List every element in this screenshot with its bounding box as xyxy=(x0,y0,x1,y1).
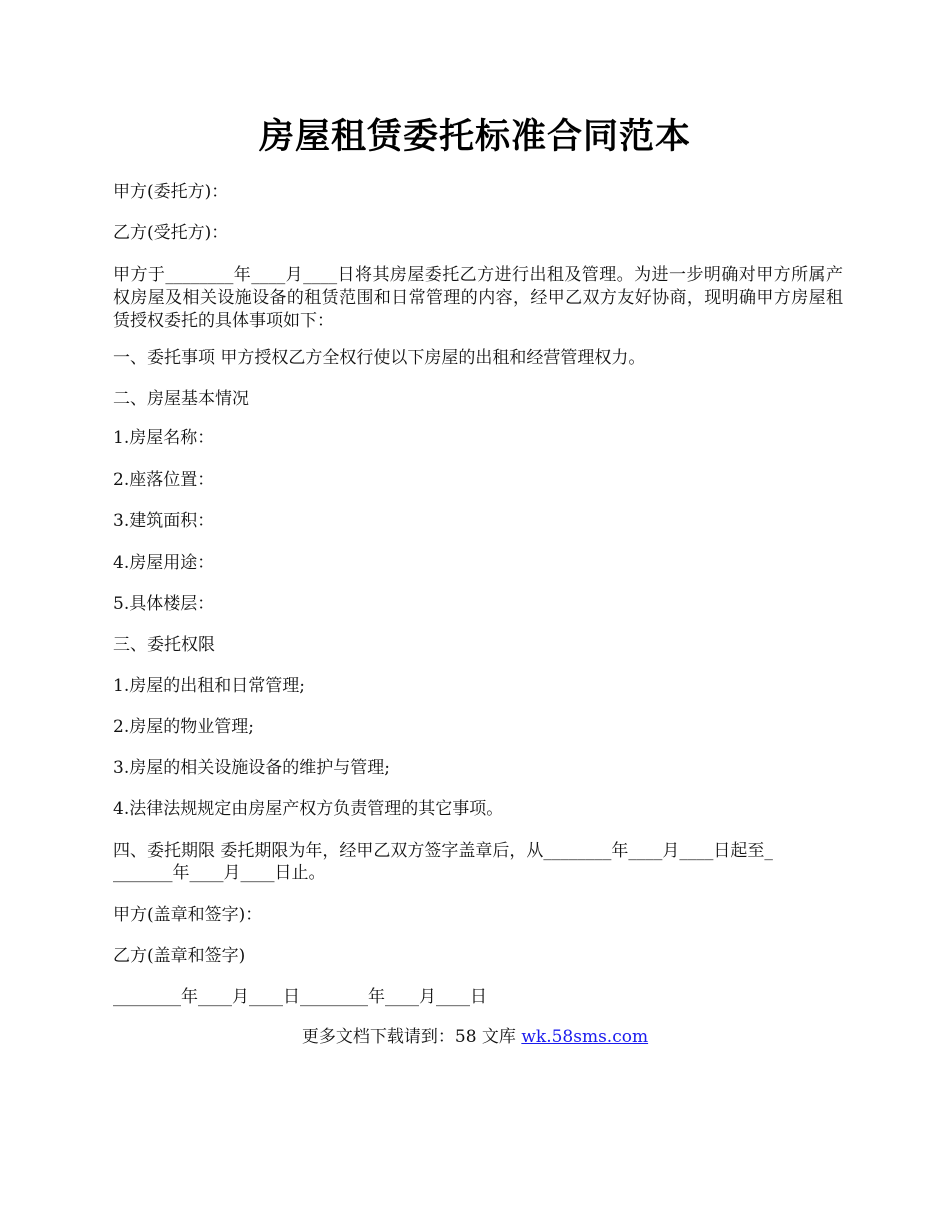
section-4-term-line-2: _______年____月____日止。 xyxy=(113,863,326,883)
permission-item: 3.房屋的相关设施设备的维护与管理; xyxy=(113,758,390,778)
intro-paragraph: 甲方于________年____月____日将其房屋委托乙方进行出租及管理。为进一步明确对甲方所属产权房屋及相关设施设备的租赁范围和日常管理的内容，经甲乙双方友好协商，现明确甲方房屋租赁授权委托的具体事项如下： xyxy=(113,265,843,331)
permission-item: 4.法律法规规定由房屋产权方负责管理的其它事项。 xyxy=(113,799,504,819)
signature-date-line: ________年____月____日________年____月____日 xyxy=(113,987,487,1007)
section-4-term-line-1: 四、委托期限 委托期限为年，经甲乙双方签字盖章后，从________年____月____日起至_ xyxy=(113,841,773,861)
property-area-item: 3.建筑面积： xyxy=(113,511,215,531)
section-1-delegation: 一、委托事项 甲方授权乙方全权行使以下房屋的出租和经营管理权力。 xyxy=(113,348,646,368)
signature-party-b: 乙方(盖章和签字) xyxy=(113,946,246,966)
party-a-label: 甲方(委托方)： xyxy=(113,182,229,202)
property-location-item: 2.座落位置： xyxy=(113,470,215,490)
signature-party-a: 甲方(盖章和签字)： xyxy=(113,905,263,925)
footer-text: 更多文档下载请到：58 文库 xyxy=(301,1027,522,1047)
permission-item: 2.房屋的物业管理; xyxy=(113,717,254,737)
property-floor-item: 5.具体楼层： xyxy=(113,594,215,614)
download-footer xyxy=(0,1026,950,1049)
property-use-item: 4.房屋用途： xyxy=(113,553,215,573)
footer-link[interactable]: wk.58sms.com xyxy=(521,1027,649,1047)
section-2-heading: 二、房屋基本情况 xyxy=(113,389,249,409)
section-3-heading: 三、委托权限 xyxy=(113,635,215,655)
property-name-item: 1.房屋名称： xyxy=(113,428,215,448)
permission-item: 1.房屋的出租和日常管理; xyxy=(113,676,305,696)
document-title: 房屋租赁委托标准合同范本 xyxy=(258,116,691,157)
party-b-label: 乙方(受托方)： xyxy=(113,223,229,243)
